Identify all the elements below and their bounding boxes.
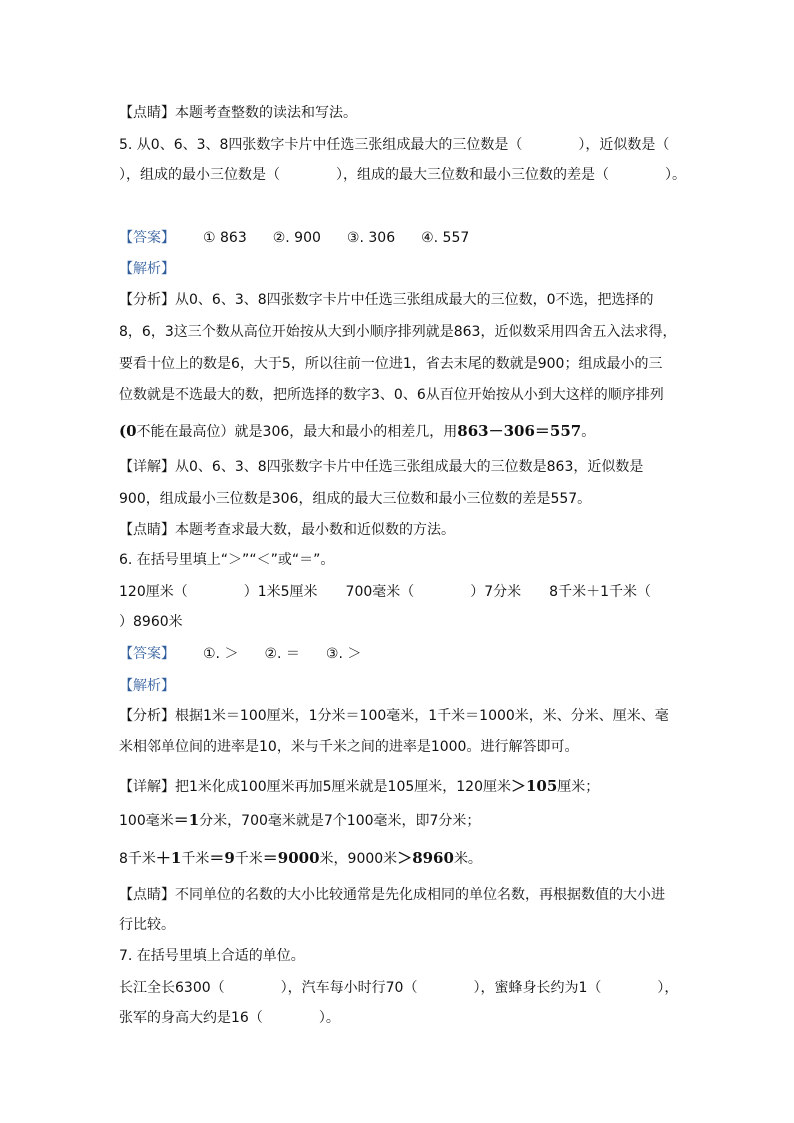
xiangjie-tag: 【详解】 <box>119 779 175 795</box>
fenxi-text: 从0、6、3、8四张数字卡片中任选三张组成最大的三位数，0不选，把选择的 <box>175 292 654 308</box>
xiangjie-tag: 【详解】 <box>119 459 175 475</box>
math-expression: 863－306＝557 <box>457 422 582 440</box>
dianjing-tag: 【点睛】 <box>119 887 175 903</box>
dianjing-text: 不同单位的名数的大小比较通常是先化成相同的单位名数，再根据数值的大小进 <box>175 887 665 903</box>
xiangjie-text: 米。 <box>453 851 482 867</box>
xiangjie-text: 米，9000米 <box>319 851 398 867</box>
xiangjie-text: 把1米化成100厘米再加5厘米就是105厘米，120厘米 <box>175 779 511 795</box>
q5-fenxi-line-4: 位数就是不选最大的数，把所选择的数字3、0、6从百位开始按从小到大这样的顺序排列 <box>119 387 664 403</box>
q5-jiexi-tag: 【解析】 <box>119 261 175 277</box>
q6-title: 6. 在括号里填上“＞”“＜”或“＝”。 <box>119 552 335 568</box>
fenxi-tag: 【分析】 <box>119 292 175 308</box>
q6-dianjing-line-2: 行比较。 <box>119 917 175 933</box>
xiangjie-text: 8千米 <box>119 851 156 867</box>
xiangjie-text: 千米 <box>234 851 263 867</box>
answer-2: ②. 900 <box>272 230 321 246</box>
q6-answer <box>119 644 361 664</box>
q7-question-line-2: 张军的身高大约是16（ ）。 <box>119 1010 340 1026</box>
fenxi-text: 根据1米＝100厘米，1分米＝100毫米，1千米＝1000米，米、分米、厘米、毫 <box>175 708 669 724</box>
math-expression: ＞8960 <box>397 849 454 867</box>
period: 。 <box>581 424 596 440</box>
dianjing-text: 本题考查求最大数，最小数和近似数的方法。 <box>175 522 455 538</box>
answer-tag: 【答案】 <box>119 230 175 246</box>
math-expression: ＋1 <box>155 849 182 867</box>
xiangjie-text-end: 厘米； <box>557 779 600 795</box>
q6-question-line-1: 120厘米（ ）1米5厘米 700毫米（ ）7分米 8千米＋1千米（ <box>119 584 651 600</box>
answer-1: ①. ＞ <box>203 646 239 662</box>
math-open: (0 <box>119 422 137 440</box>
q5-fenxi-line-3: 要看十位上的数是6，大于5，所以往前一位进1，省去末尾的数就是900；组成最小的三 <box>119 356 663 372</box>
q6-xiangjie-line-1 <box>119 776 599 797</box>
dianjing-text: 本题考查整数的读法和写法。 <box>175 105 357 121</box>
q5-dianjing <box>119 520 455 540</box>
math-expression: ＝9 <box>209 849 235 867</box>
q4-dianjing <box>119 103 357 123</box>
q5-question-line-1: 5. 从0、6、3、8四张数字卡片中任选三张组成最大的三位数是（ ），近似数是（ <box>119 137 670 153</box>
q5-xiangjie-line-1 <box>119 457 643 477</box>
q6-xiangjie-line-3 <box>119 848 482 869</box>
q5-question-line-2: ），组成的最小三位数是（ ），组成的最大三位数和最小三位数的差是（ ）。 <box>119 167 686 183</box>
q6-jiexi-tag: 【解析】 <box>119 678 175 694</box>
answer-3: ③. 306 <box>346 230 396 246</box>
answer-1: ① 863 <box>203 230 247 246</box>
xiangjie-text: 100毫米 <box>119 813 174 829</box>
math-expression: ＝1 <box>173 811 200 829</box>
q6-fenxi-line-2: 米相邻单位间的进率是10，米与千米之间的进率是1000。进行解答即可。 <box>119 739 579 755</box>
q5-answer <box>119 228 469 248</box>
fenxi-text: 不能在最高位）就是306，最大和最小的相差几，用 <box>136 424 458 440</box>
xiangjie-text-end: 分米，700毫米就是7个100毫米，即7分米； <box>199 813 481 829</box>
xiangjie-text: 千米 <box>181 851 210 867</box>
fenxi-tag: 【分析】 <box>119 708 175 724</box>
q7-title: 7. 在括号里填上合适的单位。 <box>119 948 305 964</box>
q6-question-line-2: ）8960米 <box>119 614 183 630</box>
dianjing-tag: 【点睛】 <box>119 522 175 538</box>
q5-fenxi-line-5 <box>119 421 595 442</box>
q5-xiangjie-line-2: 900，组成最小三位数是306，组成的最大三位数和最小三位数的差是557。 <box>119 491 592 507</box>
math-expression: ＝9000 <box>262 849 320 867</box>
q5-fenxi-line-1 <box>119 290 654 310</box>
xiangjie-text: 从0、6、3、8四张数字卡片中任选三张组成最大的三位数是863，近似数是 <box>175 459 644 475</box>
q6-fenxi-line-1 <box>119 706 669 726</box>
answer-2: ②. ＝ <box>264 646 300 662</box>
q6-xiangjie-line-2 <box>119 810 480 831</box>
dianjing-tag: 【点睛】 <box>119 105 175 121</box>
math-expression: ＞105 <box>510 777 558 795</box>
q5-fenxi-line-2: 8，6，3这三个数从高位开始按从大到小顺序排列就是863，近似数采用四舍五入法求得， <box>119 324 677 340</box>
answer-3: ③. ＞ <box>325 646 362 662</box>
q7-question-line-1: 长江全长6300（ ），汽车每小时行70（ ），蜜蜂身长约为1（ ）， <box>119 980 679 996</box>
answer-tag: 【答案】 <box>119 646 175 662</box>
q6-dianjing-line-1 <box>119 885 665 905</box>
answer-4: ④. 557 <box>421 230 470 246</box>
